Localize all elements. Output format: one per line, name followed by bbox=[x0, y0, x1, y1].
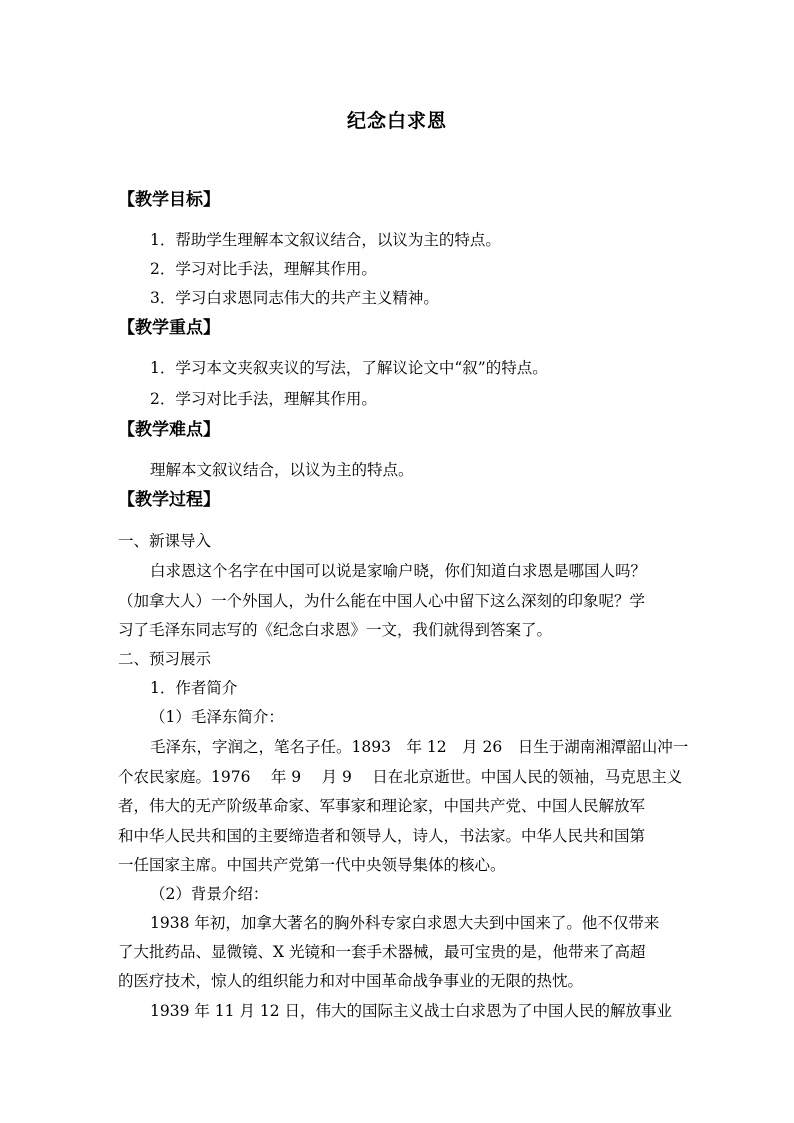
difficulties-text: 理解本文叙议结合，以议为主的特点。 bbox=[150, 461, 414, 479]
background-line-4: 1939 年 11 月 12 日，伟大的国际主义战士白求恩为了中国人民的解放事业 bbox=[150, 1002, 673, 1020]
part2-title: 二、预习展示 bbox=[118, 650, 212, 668]
mao-line-3: 者，伟大的无产阶级革命家、军事家和理论家，中国共产党、中国人民解放军 bbox=[118, 797, 646, 815]
background-line-3: 的医疗技术，惊人的组织能力和对中国革命战争事业的无限的热忱。 bbox=[118, 972, 584, 990]
goals-item-2: 2．学习对比手法，理解其作用。 bbox=[150, 260, 377, 278]
mao-line-1: 毛泽东，字润之，笔名子任。1893 年 12 月 26 日生于湖南湘潭韶山冲一 bbox=[150, 738, 689, 756]
author-intro-title: 1．作者简介 bbox=[150, 679, 238, 697]
process-heading: 【教学过程】 bbox=[118, 490, 220, 510]
background-line-2: 了大批药品、显微镜、X 光镜和一套手术器械，最可宝贵的是，他带来了高超 bbox=[118, 943, 646, 961]
goals-item-3: 3．学习白求恩同志伟大的共产主义精神。 bbox=[150, 289, 439, 307]
mao-line-5: 一任国家主席。中国共产党第一代中央领导集体的核心。 bbox=[118, 856, 506, 874]
key-points-item-1: 1．学习本文夹叙夹议的写法，了解议论文中“叙”的特点。 bbox=[150, 359, 548, 377]
mao-line-2: 个农民家庭。1976 年 9 月 9 日在北京逝世。中国人民的领袖，马克思主义 bbox=[118, 768, 683, 786]
document-title: 纪念白求恩 bbox=[346, 110, 447, 132]
goals-item-1: 1．帮助学生理解本文叙议结合，以议为主的特点。 bbox=[150, 231, 501, 249]
goals-heading: 【教学目标】 bbox=[118, 190, 220, 210]
background-title: （2）背景介绍： bbox=[150, 885, 269, 903]
background-line-1: 1938 年初，加拿大著名的胸外科专家白求恩大夫到中国来了。他不仅带来 bbox=[150, 914, 660, 932]
part1-line-1: 白求恩这个名字在中国可以说是家喻户晓，你们知道白求恩是哪国人吗？ bbox=[150, 562, 647, 580]
key-points-item-2: 2．学习对比手法，理解其作用。 bbox=[150, 390, 377, 408]
mao-intro-title: （1）毛泽东简介： bbox=[150, 708, 284, 726]
part1-line-3: 习了毛泽东同志写的《纪念白求恩》一文，我们就得到答案了。 bbox=[118, 621, 553, 639]
key-points-heading: 【教学重点】 bbox=[118, 318, 220, 338]
mao-line-4: 和中华人民共和国的主要缔造者和领导人，诗人，书法家。中华人民共和国第 bbox=[118, 827, 646, 845]
part1-line-2: （加拿大人）一个外国人，为什么能在中国人心中留下这么深刻的印象呢？学 bbox=[118, 592, 646, 610]
part1-title: 一、新课导入 bbox=[118, 532, 212, 550]
difficulties-heading: 【教学难点】 bbox=[118, 420, 220, 440]
